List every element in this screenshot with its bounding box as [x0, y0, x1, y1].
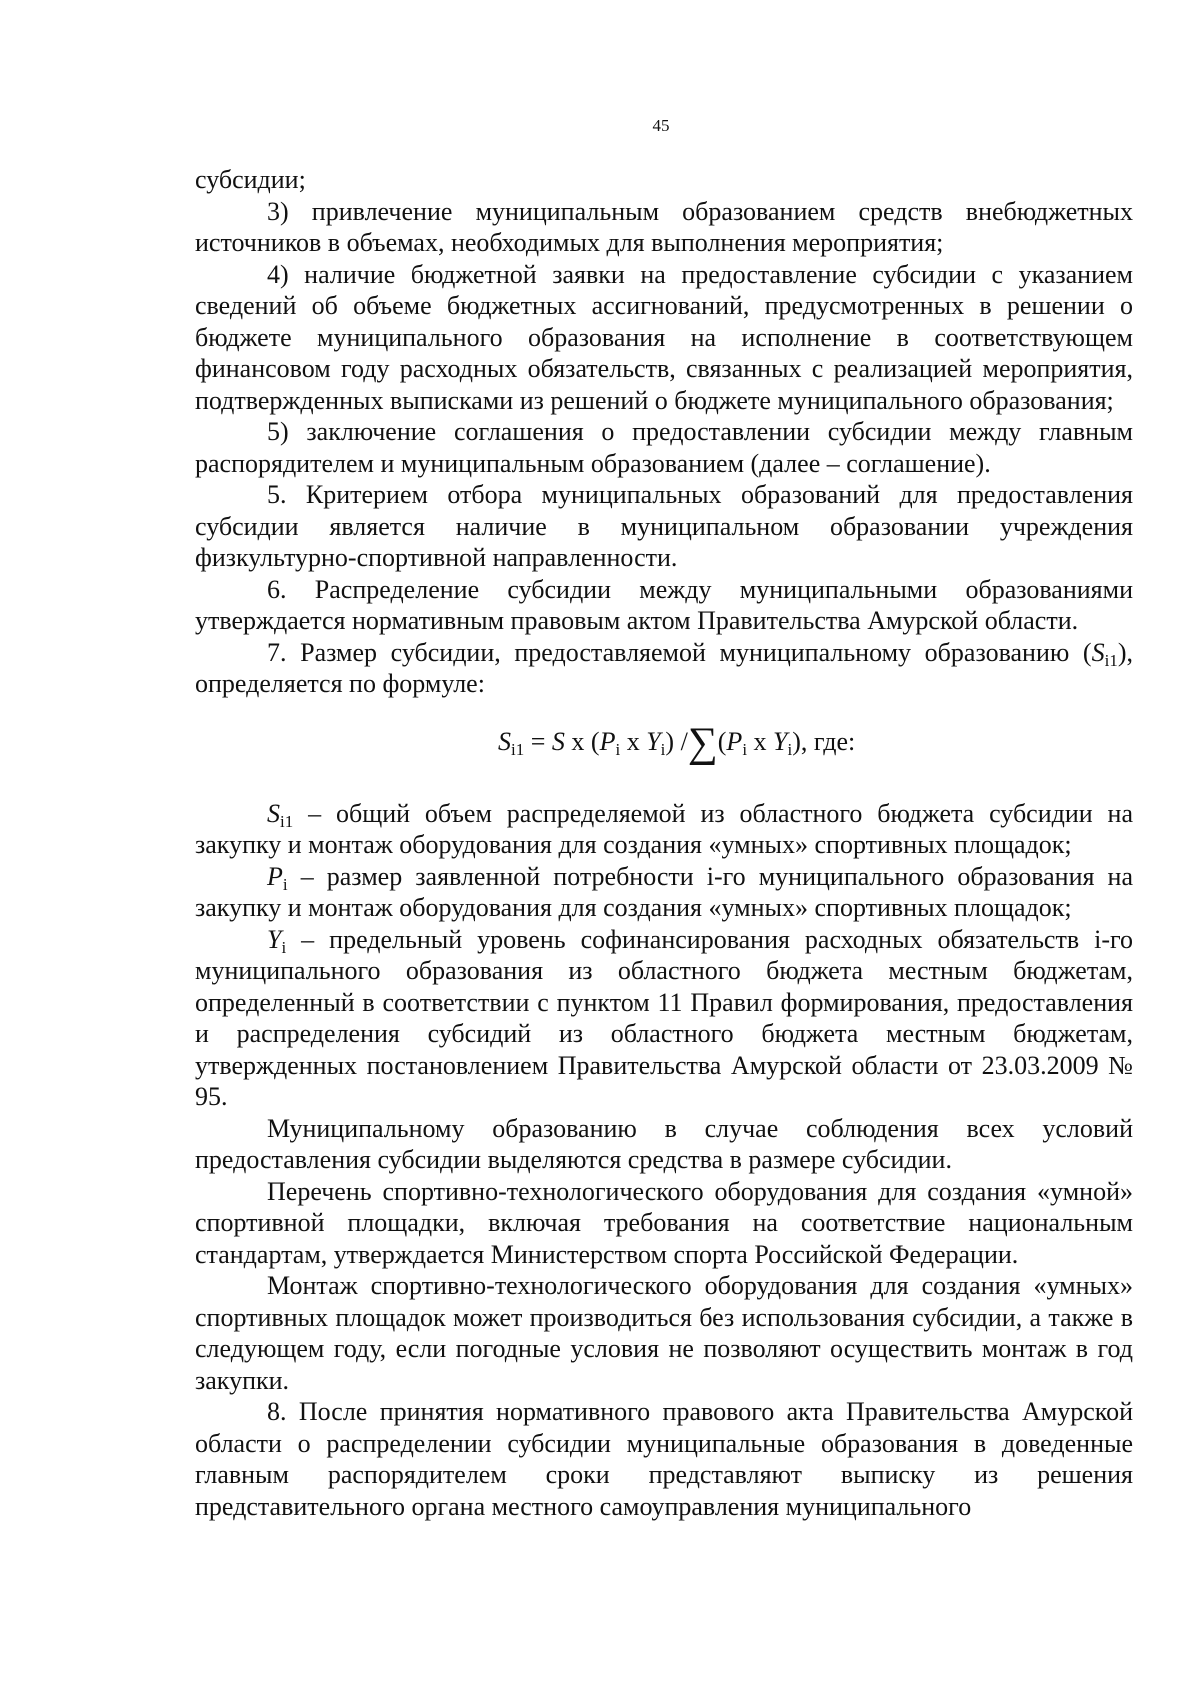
- paragraph-clause-5: 5. Критерием отбора муниципальных образований для предоставления субсидии является наличие в муниципальном образовании учреждения физкультурно-спортивной направленности.: [195, 480, 1133, 572]
- paragraph-item-5: 5) заключение соглашения о предоставлении субсидии между главным распорядителем и муниципальным образованием (далее – соглашение).: [195, 417, 1133, 478]
- paragraph-clause-6: 6. Распределение субсидии между муниципальными образованиями утверждается нормативным правовым актом Правительства Амурской области.: [195, 574, 1133, 635]
- paragraph-clause-8: 8. После принятия нормативного правового акта Правительства Амурской области о распределении субсидии муниципальные образования в доведенные главным распорядителем сроки представляют выписку из решения представительного органа местного самоуправления муниципального: [195, 1397, 1133, 1521]
- paragraph-item-4: 4) наличие бюджетной заявки на предоставление субсидии с указанием сведений об объеме бюджетных ассигнований, предусмотренных в решении о бюджете муниципального образования на исполнение в соответствующем финансовом году расходных обязательств, связанных с реализацией мероприятия, подтвержденных выписками из решений о бюджете муниципального образования;: [195, 259, 1133, 415]
- clause-7-text: 7. Размер субсидии, предоставляемой муниципальному образованию (: [267, 637, 1092, 667]
- paragraph-equipment-list: Перечень спортивно-технологического оборудования для создания «умной» спортивной площадки, включая требования на соответствие национальным стандартам, утверждается Министерством спорта Российской Федерации.: [195, 1176, 1133, 1269]
- paragraph-installation: Монтаж спортивно-технологического оборудования для создания «умных» спортивных площадок может производиться без использования субсидии, а также в следующем году, если погодные условия не позволяют осуществить монтаж в год закупки.: [195, 1271, 1133, 1395]
- document-body: [195, 164, 1133, 1522]
- paragraph-allocation: Муниципальному образованию в случае соблюдения всех условий предоставления субсидии выделяются средства в размере субсидии.: [195, 1113, 1133, 1174]
- definition-p: $P_i$ – размер заявленной потребности i-го муниципального образования на закупку и монтаж оборудования для создания «умных» спортивных площадок;: [195, 861, 1133, 922]
- paragraph-item-3: 3) привлечение муниципальным образованием средств внебюджетных источников в объемах, необходимых для выполнения мероприятия;: [195, 196, 1133, 257]
- clause-7-end: ), определяется по формуле:: [195, 637, 1133, 698]
- subsidy-formula: $S_{i1} = S$ x ($P_i$ x $Y_i$) $/\sum(P_i$ x $Y_i$), где:: [498, 719, 856, 766]
- clause-7-variable: $S_{i1}$: [1091, 637, 1118, 670]
- paragraph-clause-7: [195, 637, 1133, 700]
- definition-y: $Y_i$ – предельный уровень софинансирования расходных обязательств i-го муниципального образования из областного бюджета местным бюджетам, определенный в соответствии с пунктом 11 Правил формирования, предоставления и распределения субсидий из областного бюджета местным бюджетам, утвержденных постановлением Правительства Амурской области от 23.03.2009 № 95.: [195, 924, 1133, 1111]
- page-number: 45: [652, 116, 670, 135]
- sigma-symbol: ∑: [687, 719, 718, 766]
- paragraph-continuation: субсидии;: [195, 165, 306, 194]
- definition-s: $S_{i1}$ – общий объем распределяемой из областного бюджета субсидии на закупку и монтаж оборудования для создания «умных» спортивных площадок;: [195, 798, 1133, 859]
